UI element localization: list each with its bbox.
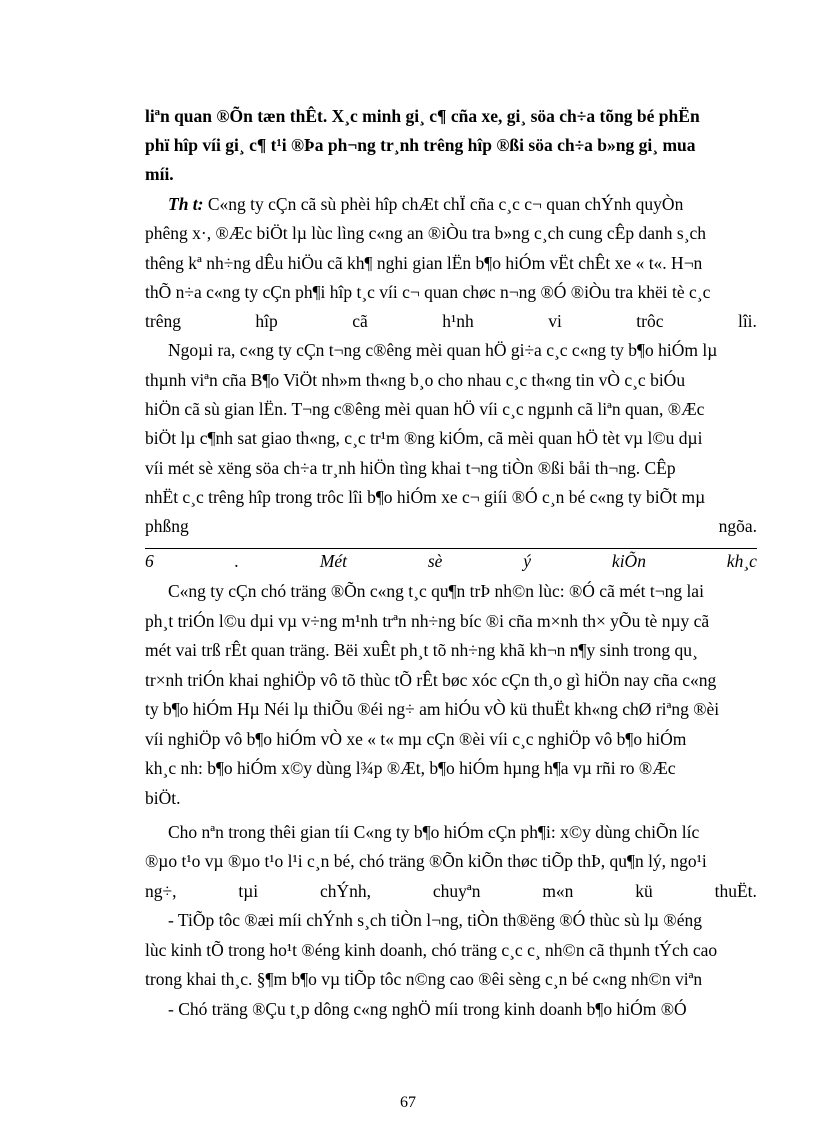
word: 6 [145,551,154,571]
bullet-2-line-1: - Chó träng ®Çu t¸p dông c«ng nghÖ míi trong kinh doanh b¶o hiÓm ®Ó [168,999,687,1019]
word: trôc [636,311,664,331]
para4-line-1: Cho nªn trong thêi gian tíi C«ng ty b¶o hiÓm cÇn ph¶i: x©y dùng chiÕn líc [168,822,700,842]
word: ng÷, [145,881,177,901]
word: chuyªn [432,881,481,901]
para3-line-5: ty b¶o hiÓm Hµ Néi lµ thiÕu ®éi ng÷ am hiÓu vÒ kü thuËt kh«ng chØ riªng ®èi [145,699,720,719]
page-number: 67 [400,1094,416,1111]
word: kü [635,881,653,901]
word: lîi. [737,311,757,331]
word: vi [548,311,562,331]
word: ngõa. [718,516,757,536]
para2-line-1: Ngoµi ra, c«ng ty cÇn t¬ng c®êng mèi quan hÖ gi÷a c¸c c«ng ty b¶o hiÓm lµ [168,340,718,360]
word: kh¸c [726,551,757,571]
section-rule [145,548,757,549]
bold-line-2: phï hîp víi gi¸ c¶ t¹i ®Þa ph¬ng tr¸nh trêng hîp ®ßi söa ch÷a b»ng gi¸ mua [145,135,696,155]
para3-line-1: C«ng ty cÇn chó träng ®Õn c«ng t¸c qu¶n trÞ nh©n lùc: ®Ó cã mét t¬ng lai [168,581,704,601]
word: . [234,551,239,571]
word: m«n [542,881,574,901]
bullet-1-line-2: lùc kinh tÕ trong ho¹t ®éng kinh doanh, chó träng c¸c c¸ nh©n cã thµnh tÝch cao [145,940,718,960]
para2-line-6: nhËt c¸c trêng hîp trong trôc lîi b¶o hiÓm xe c¬ giíi ®Ó c¸n bé c«ng ty biÕt mµ [145,487,706,507]
para2-line-5: víi mét sè xëng söa ch÷a tr¸nh hiÖn tìng khai t¬ng tiÒn ®ßi båi th¬ng. CÊp [145,458,676,478]
para4-line-2: ®µo t¹o vµ ®µo t¹o l¹i c¸n bé, chó träng ®Õn kiÕn thøc tiÕp thÞ, qu¶n lý, ngo¹i [145,851,707,871]
word: sè [427,551,443,571]
para1-line-4: thÕ n÷a c«ng ty cÇn ph¶i hîp t¸c víi c¬ quan chøc n¬ng ®Ó ®iÒu tra khëi tè c¸c [145,282,711,302]
word: h¹nh [442,311,474,331]
word: ý [523,551,532,571]
para2-line-7 [145,516,757,536]
word: thuËt. [714,881,757,901]
bold-line-1: liªn quan ®Õn tæn thÊt. X¸c minh gi¸ c¶ cña xe, gi¸ söa ch÷a tõng bé phËn [145,106,700,126]
word: cã [352,311,368,331]
word: Mét [319,551,348,571]
word: hîp [255,311,278,331]
section-heading [145,551,757,571]
para1-line-3: thêng kª nh÷ng dÊu hiÖu cã kh¶ nghi gian lËn b¶o hiÓm vËt chÊt xe « t«. H¬n [145,253,703,273]
bold-line-3: míi. [145,164,174,184]
para2-line-2: thµnh viªn cña B¶o ViÖt nh»m th«ng b¸o cho nhau c¸c th«ng tin vÒ c¸c biÓu [145,370,686,390]
para1-line1-text: C«ng ty cÇn cã sù phèi hîp chÆt chÏ cña c¸c c¬ quan chÝnh quyÒn [203,194,684,214]
word: tµi [238,881,259,901]
word: trêng [145,311,181,331]
bullet-1-line-3: trong khai th¸c. §¶m b¶o vµ tiÕp tôc n©ng cao ®êi sèng c¸n bé c«ng nh©n viªn [145,969,703,989]
para3-line-4: tr×nh triÓn khai nghiÖp vô tõ thùc tÕ rÊt bøc xóc cÇn th¸o gì hiÖn nay cña c«ng [145,670,717,690]
para1-line-2: phêng x·, ®Æc biÖt lµ lùc lìng c«ng an ®iÒu tra b»ng c¸ch cung cÊp danh s¸ch [145,223,707,243]
para2-line-3: hiÖn cã sù gian lËn. T¬ng c®êng mèi quan hÖ víi c¸c ngµnh cã liªn quan, ®Æc [145,399,705,419]
para1-line-5 [145,311,757,331]
para3-line-7: kh¸c nh: b¶o hiÓm x©y dùng l¾p ®Æt, b¶o hiÓm hµng h¶a vµ rñi ro ®Æc [145,758,676,778]
para2-line-4: biÖt lµ c¶nh sat giao th«ng, c¸c tr¹m ®ng kiÓm, cã mèi quan hÖ tèt vµ l©u dµi [145,428,703,448]
word: kiÕn [611,551,646,571]
para1-label: Th t: [168,194,204,214]
para3-line-8: biÖt. [145,788,181,808]
bullet-1-line-1: - TiÕp tôc ®æi míi chÝnh s¸ch tiÒn l¬ng, tiÒn th®ëng ®Ó thùc sù lµ ®éng [168,910,702,930]
word: chÝnh, [319,881,372,901]
para3-line-2: ph¸t triÓn l©u dµi vµ v÷ng m¹nh trªn nh÷ng bíc ®i cña m×nh th× yÕu tè nµy cã [145,611,710,631]
para1-line-1 [168,194,757,214]
para3-line-6: víi nghiÖp vô b¶o hiÓm vÒ xe « t« mµ cÇn ®èi víi c¸c nghiÖp vô b¶o hiÓm [145,729,687,749]
para3-line-3: mét vai trß rÊt quan träng. Bëi xuÊt ph¸t tõ nh÷ng khã kh¬n n¶y sinh trong qu¸ [145,640,698,660]
word: phßng [145,516,189,536]
para4-line-3 [145,881,757,901]
